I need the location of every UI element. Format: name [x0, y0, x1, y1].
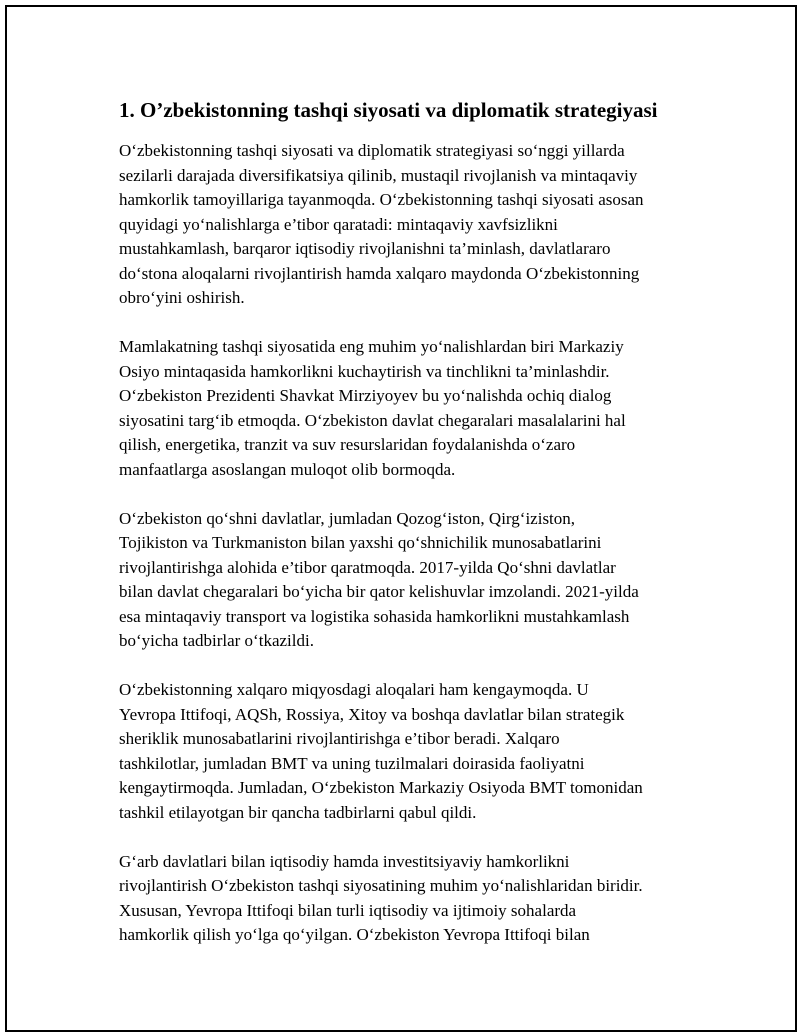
document-body	[119, 97, 699, 972]
paragraph-line: Tojikiston va Turkmaniston bilan yaxshi qo‘shnichilik munosabatlarini	[119, 533, 602, 552]
paragraph-line: rivojlantirishga alohida e’tibor qaratmoqda. 2017-yilda Qo‘shni davlatlar	[119, 557, 616, 577]
paragraph-line: qilish, energetika, tranzit va suv resurslaridan foydalanishda o‘zaro	[119, 435, 576, 454]
paragraph	[119, 678, 699, 825]
paragraph	[119, 335, 699, 482]
paragraph-line: O‘zbekiston Prezidenti Shavkat Mirziyoyev bu yo‘nalishda ochiq dialog	[119, 386, 612, 405]
paragraph-line: tashkil etilayotgan bir qancha tadbirlarni qabul qildi.	[119, 802, 477, 822]
paragraph-line: bo‘yicha tadbirlar o‘tkazildi.	[119, 631, 314, 650]
paragraph-line: do‘stona aloqalarni rivojlantirish hamda xalqaro maydonda O‘zbekistonning	[119, 263, 640, 283]
paragraph-line: sheriklik munosabatlarini rivojlantirishga e’tibor beradi. Xalqaro	[119, 729, 560, 748]
paragraph-line: Mamlakatning tashqi siyosatida eng muhim yo‘nalishlardan biri Markaziy	[119, 337, 624, 356]
paragraph-line: bilan davlat chegaralari bo‘yicha bir qator kelishuvlar imzolandi. 2021-yilda	[119, 582, 639, 601]
paragraph-line: Osiyo mintaqasida hamkorlikni kuchaytirish va tinchlikni ta’minlashdir.	[119, 361, 610, 381]
paragraph-line: O‘zbekistonning tashqi siyosati va diplomatik strategiyasi so‘nggi yillarda	[119, 141, 625, 160]
paragraph-line: manfaatlarga asoslangan muloqot olib bormoqda.	[119, 459, 456, 479]
paragraph-line: sezilarli darajada diversifikatsiya qilinib, mustaqil rivojlanish va mintaqaviy	[119, 165, 638, 185]
paragraph-line: quyidagi yo‘nalishlarga e’tibor qaratadi: mintaqaviy xavfsizlikni	[119, 214, 558, 234]
paragraph-line: Yevropa Ittifoqi, AQSh, Rossiya, Xitoy va boshqa davlatlar bilan strategik	[119, 704, 625, 724]
paragraph-line: esa mintaqaviy transport va logistika sohasida hamkorlikni mustahkamlash	[119, 606, 630, 626]
section-heading: 1. O’zbekistonning tashqi siyosati va diplomatik strategiyasi	[119, 98, 658, 122]
paragraph-line: obro‘yini oshirish.	[119, 288, 245, 307]
paragraph-line: O‘zbekiston qo‘shni davlatlar, jumladan Qozog‘iston, Qirg‘iziston,	[119, 508, 576, 528]
paragraph-line: G‘arb davlatlari bilan iqtisodiy hamda investitsiyaviy hamkorlikni	[119, 851, 570, 871]
paragraph-line: kengaytirmoqda. Jumladan, O‘zbekiston Markaziy Osiyoda BMT tomonidan	[119, 778, 643, 797]
paragraph-line: O‘zbekistonning xalqaro miqyosdagi aloqalari ham kengaymoqda. U	[119, 680, 589, 699]
paragraph-line: Xususan, Yevropa Ittifoqi bilan turli iqtisodiy va ijtimoiy sohalarda	[119, 900, 577, 920]
paragraph-line: hamkorlik qilish yo‘lga qo‘yilgan. O‘zbekiston Yevropa Ittifoqi bilan	[119, 925, 590, 944]
paragraph-line: hamkorlik tamoyillariga tayanmoqda. O‘zbekistonning tashqi siyosati asosan	[119, 190, 644, 209]
paragraph	[119, 507, 699, 654]
paragraph-line: tashkilotlar, jumladan BMT va uning tuzilmalari doirasida faoliyatni	[119, 753, 585, 773]
paragraph	[119, 139, 699, 311]
paragraph	[119, 850, 699, 948]
paragraph-line: mustahkamlash, barqaror iqtisodiy rivojlanishni ta’minlash, davlatlararo	[119, 239, 611, 258]
page-frame	[5, 5, 797, 1032]
paragraph-line: siyosatini targ‘ib etmoqda. O‘zbekiston davlat chegaralari masalalarini hal	[119, 410, 626, 430]
paragraph-line: rivojlantirish O‘zbekiston tashqi siyosatining muhim yo‘nalishlaridan biridir.	[119, 876, 643, 895]
